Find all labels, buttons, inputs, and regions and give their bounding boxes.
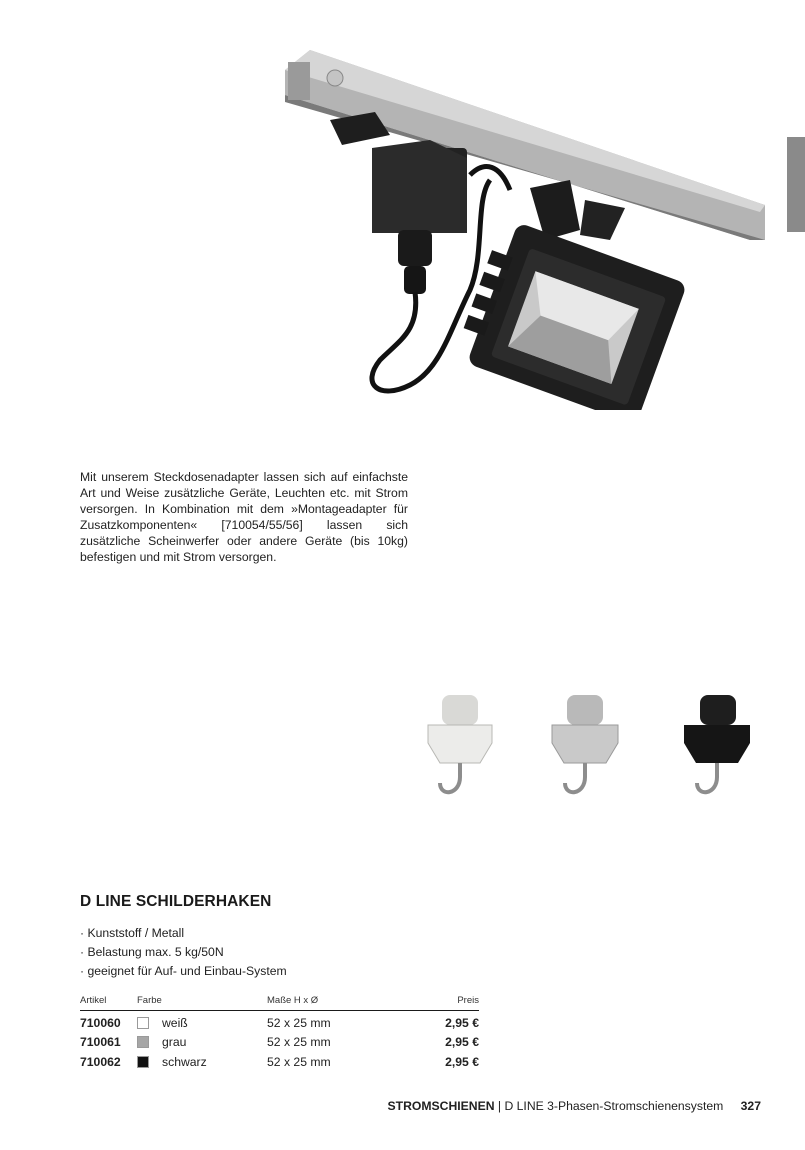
page-number: 327 (740, 1099, 761, 1113)
page-footer (388, 1099, 761, 1113)
table-row (80, 1033, 479, 1053)
section-tab-marker (787, 137, 805, 232)
dimensions: 52 x 25 mm (267, 1035, 331, 1050)
header-price: Preis (417, 994, 479, 1011)
color-swatch (137, 1036, 149, 1048)
dimensions: 52 x 25 mm (267, 1015, 331, 1030)
color-swatch (137, 1017, 149, 1029)
intro-paragraph: Mit unserem Steckdosenadapter lassen sich auf einfachste Art und Weise zusätzliche Geräte, Leuchten etc. mit Strom versorgen. In Kombination mit dem »Montageadapter für Zusatzkomponenten« [710054/55/56] lassen sich zusätzliche Scheinwerfer oder andere Geräte (bis 10kg) befestigen und mit Strom versorgen. (80, 470, 408, 565)
footer-section: STROMSCHIENEN (387, 1099, 495, 1113)
article-number: 710060 (80, 1015, 121, 1030)
price: 2,95 € (445, 1015, 479, 1030)
track-adapter-floodlight-illustration (280, 40, 770, 410)
footer-separator: | (497, 1099, 502, 1113)
header-color: Farbe (137, 994, 267, 1011)
table-row (80, 1052, 479, 1072)
table-row (80, 1011, 479, 1033)
article-number: 710061 (80, 1035, 121, 1050)
header-size: Maße H x Ø (267, 994, 417, 1011)
feature-item: · Belastung max. 5 kg/50N (80, 943, 287, 962)
feature-item: · Kunststoff / Metall (80, 924, 287, 943)
footer-subtitle: D LINE 3-Phasen-Stromschienensystem (504, 1099, 724, 1113)
hook-grey (552, 695, 618, 792)
product-title: D LINE SCHILDERHAKEN (80, 893, 272, 910)
dimensions: 52 x 25 mm (267, 1054, 331, 1069)
hook-black (684, 695, 750, 792)
hook-white (428, 695, 492, 792)
price: 2,95 € (445, 1054, 479, 1069)
color-name: grau (162, 1035, 187, 1050)
color-name: schwarz (162, 1054, 207, 1069)
product-spec-table (80, 994, 479, 1072)
feature-list (80, 924, 287, 981)
hero-product-image (280, 40, 770, 410)
price: 2,95 € (445, 1035, 479, 1050)
color-swatch (137, 1056, 149, 1068)
color-name: weiß (162, 1015, 188, 1030)
sign-hooks-image (410, 685, 780, 805)
header-article: Artikel (80, 994, 137, 1011)
feature-item: · geeignet für Auf- und Einbau-System (80, 962, 287, 981)
table-header-row (80, 994, 479, 1011)
article-number: 710062 (80, 1054, 121, 1069)
